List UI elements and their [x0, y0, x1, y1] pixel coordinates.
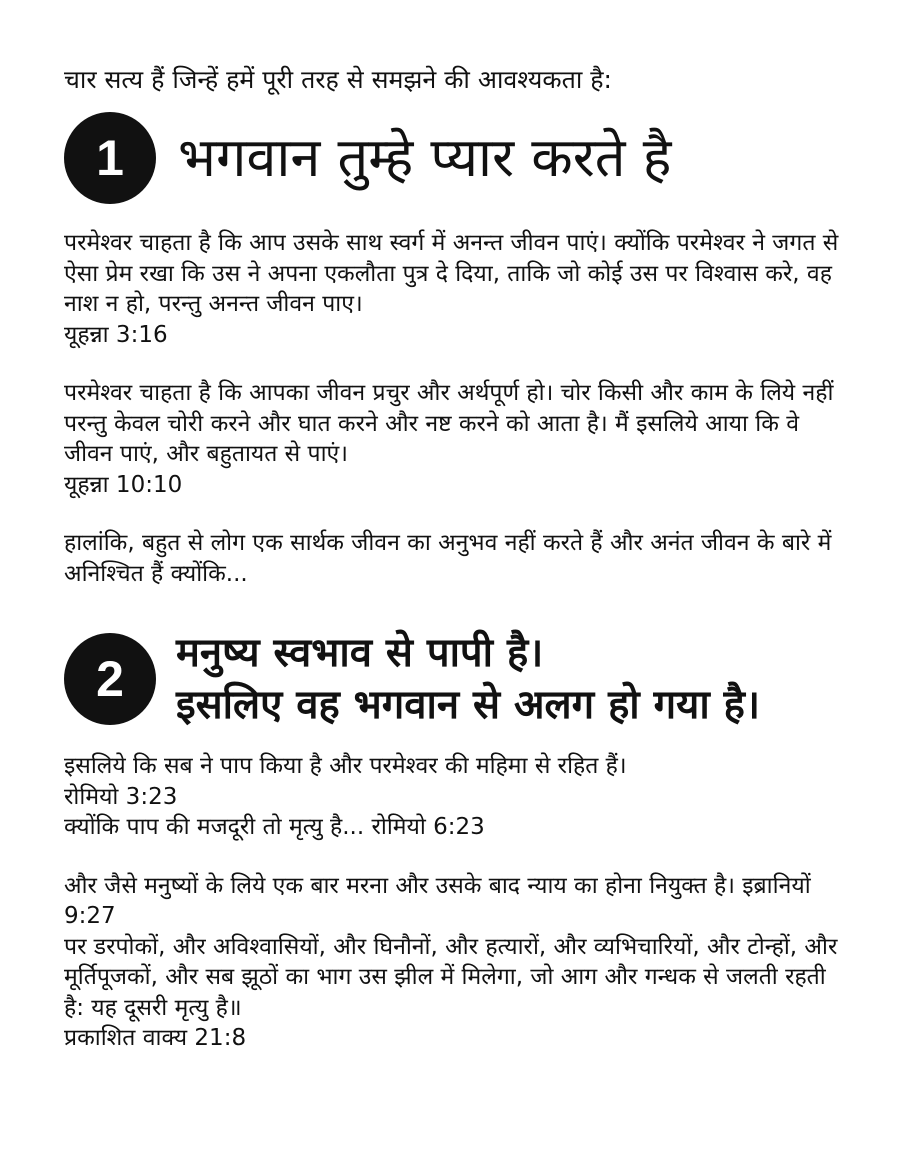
- paragraph-text: पर डरपोकों, और अविश्वासियों, और घिनौनों, और हत्यारों, और व्यभिचारियों, और टोन्हों, और मूर्तिपूजकों, और सब झूठों का भाग उस झील में मिलेगा, जो आग और गन्धक से जलती रहती है: यह दूसरी मृत्यु है॥: [64, 933, 838, 1021]
- intro-line: चार सत्य हैं जिन्हें हमें पूरी तरह से समझने की आवश्यकता है:: [64, 65, 612, 94]
- paragraph-text: परमेश्वर चाहता है कि आपका जीवन प्रचुर और अर्थपूर्ण हो। चोर किसी और काम के लिये नहीं परन्तु केवल चोरी करने और घात करने और नष्ट करने को आता है। मैं इसलिये आया कि वे जीवन पाएं, और बहुतायत से पाएं।: [64, 380, 834, 467]
- truth-2-paragraph-4: [64, 932, 844, 1054]
- paragraph-text: परमेश्वर चाहता है कि आप उसके साथ स्वर्ग में अनन्त जीवन पाएं। क्योंकि परमेश्वर ने जगत से ऐसा प्रेम रखा कि उस ने अपना एकलौता पुत्र दे दिया, ताकि जो कोई उस पर विश्वास करे, वह नाश न हो, परन्तु अनन्त जीवन पाए।: [64, 230, 839, 317]
- truth-1-paragraph-1: [64, 228, 844, 350]
- truth-2-paragraph-2: [64, 812, 844, 843]
- number-badge-2: 2: [64, 633, 156, 725]
- scripture-reference: रोमियो 6:23: [371, 814, 485, 840]
- scripture-reference: इब्रानियों 9:27: [64, 872, 811, 929]
- scripture-reference: यूहन्ना 10:10: [64, 471, 183, 498]
- scripture-reference: प्रकाशित वाक्य 21:8: [64, 1025, 247, 1051]
- truth-2-paragraph-1: [64, 751, 844, 812]
- truth-1-heading: [64, 112, 844, 204]
- truth-1-paragraph-2: [64, 378, 844, 500]
- truth-1-paragraph-3: हालांकि, बहुत से लोग एक सार्थक जीवन का अनुभव नहीं करते हैं और अनंत जीवन के बारे में अनिश्चित हैं क्योंकि...: [64, 530, 832, 587]
- number-badge-1: 1: [64, 112, 156, 204]
- paragraph-text: इसलिये कि सब ने पाप किया है और परमेश्वर की महिमा से रहित हैं।: [64, 753, 627, 779]
- truth-2-heading: [64, 627, 844, 731]
- tract-page: [64, 62, 844, 1054]
- truth-2-title-line-2: इसलिए वह भगवान से अलग हो गया है।: [176, 682, 760, 728]
- paragraph-text: क्योंकि पाप की मजदूरी तो मृत्यु है...: [64, 814, 372, 840]
- scripture-reference: रोमियो 3:23: [64, 783, 178, 810]
- paragraph-text: और जैसे मनुष्यों के लिये एक बार मरना और उसके बाद न्याय का होना नियुक्त है।: [64, 872, 743, 899]
- truth-1-title: भगवान तुम्हे प्यार करते है: [178, 126, 672, 189]
- truth-2-paragraph-3: [64, 871, 844, 932]
- truth-2-title-line-1: मनुष्य स्वभाव से पापी है।: [176, 630, 544, 676]
- scripture-reference: यूहन्ना 3:16: [64, 321, 168, 348]
- truth-2-title: [176, 627, 760, 731]
